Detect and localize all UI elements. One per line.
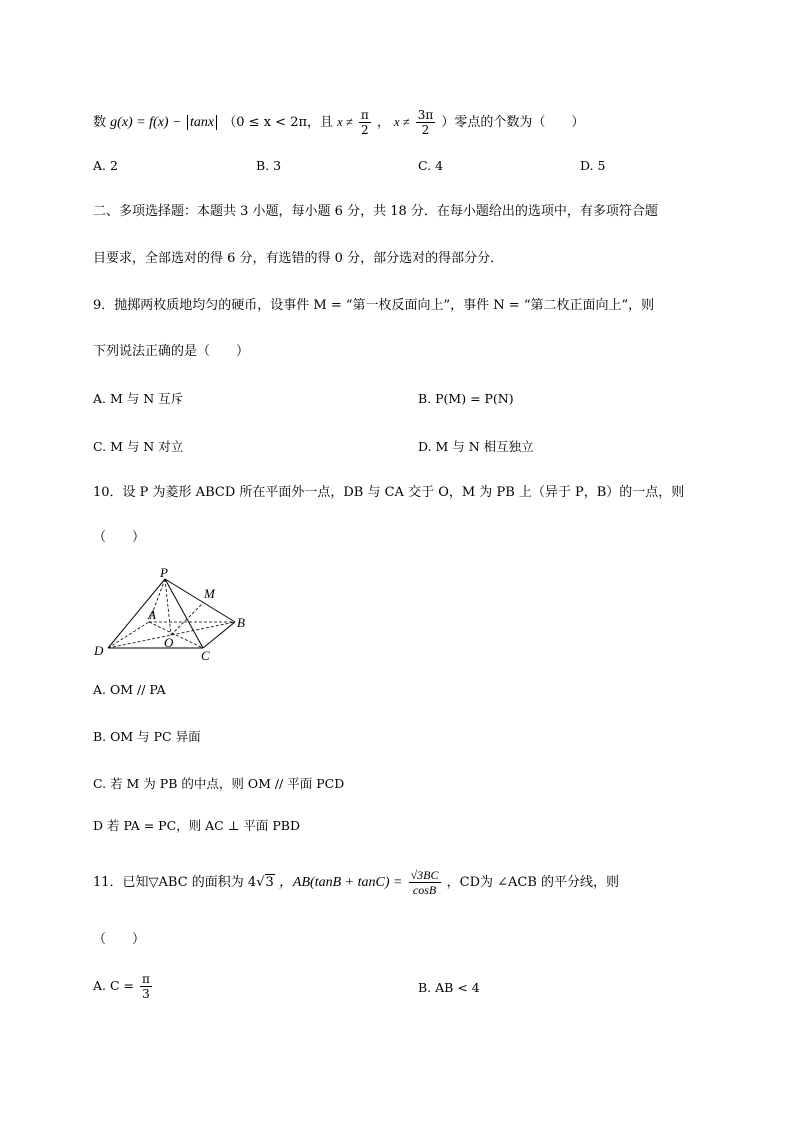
label-p: P [160, 565, 168, 580]
section2-line1: 二、多项选择题：本题共 3 小题，每小题 6 分，共 18 分．在每小题给出的选项中，有多项符合题 [93, 204, 658, 219]
q11-option-a-frac: $\frac{\pi}{3}$ [141, 972, 150, 1001]
label-a: A [148, 607, 156, 622]
q11-option-a: A. C = $\frac{\pi}{3}$ [93, 972, 150, 1001]
q8-frac-3pi-over-2: $\frac{3\pi}{2}$ [417, 108, 434, 137]
q8-suffix: ）零点的个数为（ ） [441, 115, 585, 130]
q9-stem-line2: 下列说法正确的是（ ） [93, 344, 250, 359]
label-d: D [94, 643, 104, 658]
q11-frac: $\frac{√3BC}{\cos B}$ [410, 868, 439, 897]
q9-option-d: D. M 与 N 相互独立 [418, 439, 534, 454]
q11-part-c: ，CD为 ∠ACB 的平分线，则 [446, 875, 620, 890]
label-b: B [237, 615, 245, 630]
q8-formula: g(x) = f(x) − [110, 115, 186, 130]
label-m: M [204, 586, 215, 601]
q8-option-a: A. 2 [93, 158, 118, 173]
label-o: O [164, 635, 174, 650]
q8-prefix: 数 [93, 115, 107, 130]
q11-option-b: B. AB < 4 [418, 980, 480, 995]
q8-option-c: C. 4 [418, 158, 444, 173]
q8-option-b: B. 3 [256, 158, 282, 173]
q10-stem-line1: 10．设 P 为菱形 ABCD 所在平面外一点，DB 与 CA 交于 O，M 为 PB 上（异于 P，B）的一点，则 [93, 485, 685, 500]
q8-cond-open: （0 ≤ x < 2π，且 [223, 115, 334, 130]
q8-option-d: D. 5 [580, 158, 606, 173]
q11-sqrt3: 3 [265, 875, 274, 890]
q8-x-neq-1: x ≠ [337, 115, 353, 129]
q10-stem-line2: （ ） [93, 530, 146, 545]
q10-pyramid-figure [90, 565, 260, 665]
q11-stem-line1: 11．已知▽ABC 的面积为 4√3 ，AB(tanB + tanC) = $\frac{√3BC}{\cos B}$ ，CD为 ∠ACB 的平分线，则 [93, 868, 620, 897]
q9-stem-line1: 9．抛掷两枚质地均匀的硬币，设事件 M = “第一枚反面向上”，事件 N = “第二枚正面向上”，则 [93, 298, 655, 313]
q9-option-b: B. P(M) = P(N) [418, 391, 514, 406]
section2-line2: 目要求，全部选对的得 6 分，有选错的得 0 分，部分选对的得部分分． [93, 251, 504, 266]
q10-option-a: A. OM // PA [93, 682, 166, 697]
q11-stem-line2: （ ） [93, 932, 146, 947]
q8-sep: ， [376, 115, 390, 130]
q10-option-d: D 若 PA = PC，则 AC ⊥ 平面 PBD [93, 818, 301, 833]
q10-option-c: C. 若 M 为 PB 的中点，则 OM // 平面 PCD [93, 776, 345, 791]
label-c: C [201, 648, 210, 663]
q11-part-a: 11．已知▽ABC 的面积为 4 [93, 875, 257, 890]
q9-option-a: A. M 与 N 互斥 [93, 391, 184, 406]
q8-frac-pi-over-2: $\frac{\pi}{2}$ [360, 108, 369, 137]
q9-option-c: C. M 与 N 对立 [93, 439, 184, 454]
q11-part-b: ，AB(tanB + tanC) = [278, 875, 403, 890]
q8-x-neq-2: x ≠ [394, 115, 410, 129]
q8-stem [93, 108, 584, 137]
q10-option-b: B. OM 与 PC 异面 [93, 729, 201, 744]
q8-abs-tan: tanx [187, 115, 217, 130]
